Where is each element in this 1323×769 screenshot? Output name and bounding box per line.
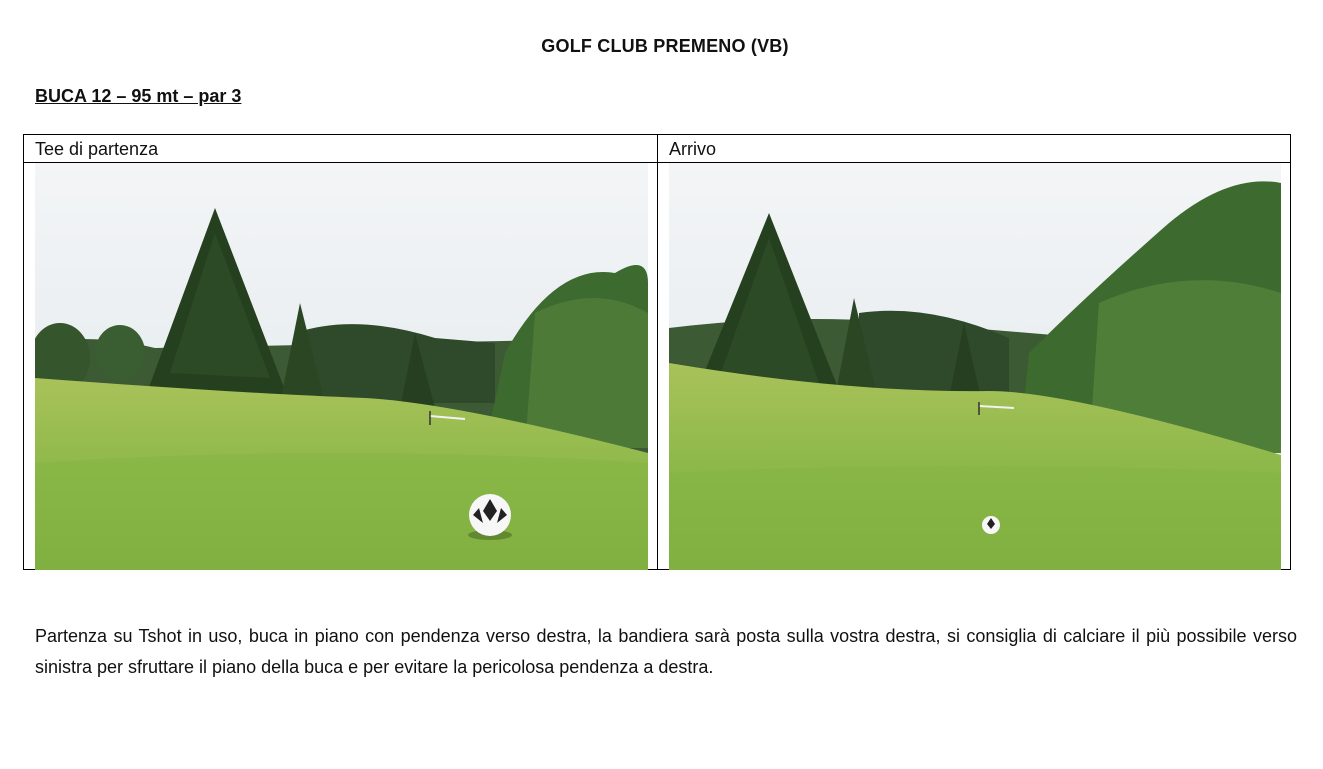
table-cell-divider — [657, 135, 658, 569]
arrival-label: Arrivo — [669, 139, 717, 159]
tee-label: Tee di partenza — [35, 139, 159, 159]
document-title: GOLF CLUB PREMENO (VB) — [541, 36, 789, 56]
green-view-photo — [669, 163, 1281, 570]
tee-view-photo — [35, 163, 648, 570]
hole-description: Partenza su Tshot in uso, buca in piano con pendenza verso destra, la bandiera sarà posta sulla vostra destra, si consiglia di calciare il più possibile verso sinistra per sfruttare il piano della buca e per evitare la pericolosa pendenza a destra. — [35, 626, 1297, 677]
photo-table — [23, 134, 1291, 570]
hole-heading: BUCA 12 – 95 mt – par 3 — [35, 86, 242, 106]
